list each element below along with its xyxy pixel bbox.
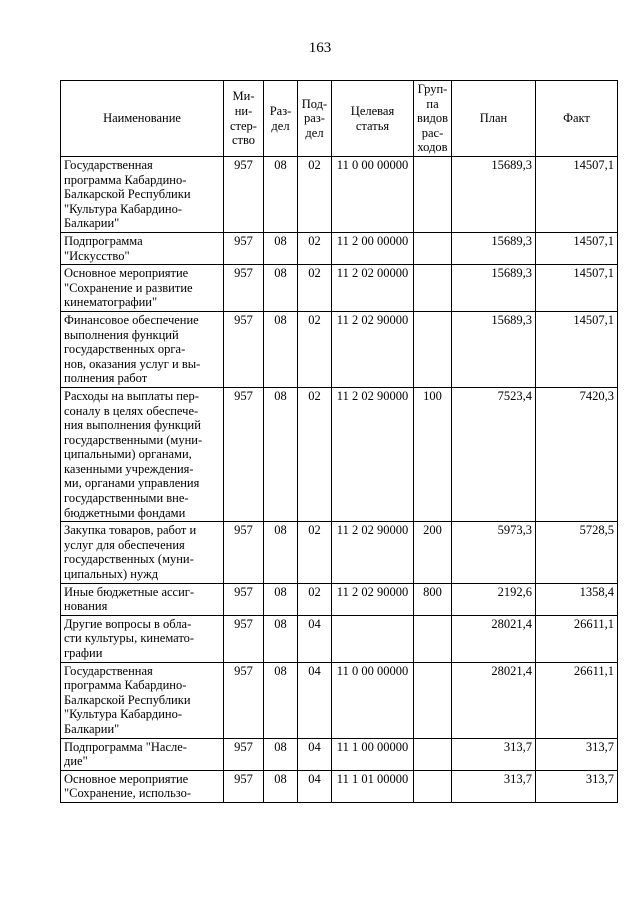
header-line: па	[426, 96, 439, 111]
cell-section: 08	[264, 583, 298, 615]
cell-group: 100	[414, 387, 452, 521]
cell-name-line: "Сохранение, использо-	[64, 786, 192, 801]
cell-fact: 26611,1	[536, 662, 618, 738]
cell-name-line: Расходы на выплаты пер-	[64, 388, 199, 403]
cell-section: 08	[264, 615, 298, 662]
cell-fact: 313,7	[536, 738, 618, 770]
cell-ministry: 957	[224, 387, 264, 521]
header-plan	[452, 81, 536, 157]
cell-group	[414, 770, 452, 802]
cell-name-line: государственными вне-	[64, 491, 189, 506]
cell-ministry: 957	[224, 311, 264, 387]
cell-fact: 14507,1	[536, 311, 618, 387]
cell-name-line: государственными (муни-	[64, 432, 203, 447]
cell-subsection: 02	[298, 157, 332, 233]
cell-name-line: Основное мероприятие	[64, 771, 189, 786]
header-subsection	[298, 81, 332, 157]
cell-section: 08	[264, 662, 298, 738]
cell-subsection: 02	[298, 387, 332, 521]
cell-plan: 313,7	[452, 738, 536, 770]
cell-name-line: Государственная	[64, 663, 153, 678]
header-line: Раз-	[269, 103, 292, 118]
cell-name-line: "Сохранение и развитие	[64, 280, 193, 295]
cell-ministry: 957	[224, 738, 264, 770]
table-body	[61, 157, 618, 803]
table-row	[61, 522, 618, 583]
cell-name	[61, 738, 224, 770]
cell-name-line: выполнения функций	[64, 327, 179, 342]
cell-name-line: нов, оказания услуг и вы-	[64, 356, 201, 371]
header-line: Ми-	[232, 89, 255, 104]
cell-section: 08	[264, 265, 298, 312]
header-target	[332, 81, 414, 157]
cell-name-line: ми, органами управления	[64, 476, 200, 491]
cell-name-line: ния выполнения функций	[64, 418, 201, 433]
cell-section: 08	[264, 770, 298, 802]
cell-name-line: Основное мероприятие	[64, 266, 189, 281]
cell-fact: 14507,1	[536, 157, 618, 233]
cell-target: 11 2 02 00000	[332, 265, 414, 312]
cell-target: 11 0 00 00000	[332, 157, 414, 233]
cell-name-line: Балкарии"	[64, 721, 120, 736]
cell-name	[61, 583, 224, 615]
header-name	[61, 81, 224, 157]
header-line: Факт	[563, 111, 590, 126]
header-line: ни-	[234, 103, 253, 118]
cell-subsection: 02	[298, 265, 332, 312]
cell-section: 08	[264, 157, 298, 233]
cell-name	[61, 387, 224, 521]
cell-plan: 15689,3	[452, 232, 536, 264]
cell-target: 11 1 00 00000	[332, 738, 414, 770]
cell-section: 08	[264, 232, 298, 264]
header-line: дел	[271, 118, 290, 133]
cell-target: 11 2 02 90000	[332, 311, 414, 387]
cell-section: 08	[264, 311, 298, 387]
cell-ministry: 957	[224, 157, 264, 233]
cell-subsection: 04	[298, 615, 332, 662]
cell-plan: 5973,3	[452, 522, 536, 583]
header-line: видов	[416, 111, 449, 126]
cell-group	[414, 662, 452, 738]
cell-name-line: услуг для обеспечения	[64, 537, 185, 552]
cell-fact: 14507,1	[536, 265, 618, 312]
cell-subsection: 04	[298, 738, 332, 770]
cell-name-line: государственных (муни-	[64, 552, 194, 567]
header-line: Груп-	[417, 82, 448, 97]
table-row	[61, 615, 618, 662]
cell-ministry: 957	[224, 522, 264, 583]
cell-name-line: графии	[64, 646, 103, 660]
cell-target: 11 2 02 90000	[332, 387, 414, 521]
cell-fact: 7420,3	[536, 387, 618, 521]
cell-name-line: сти культуры, кинемато-	[64, 631, 195, 646]
cell-fact: 26611,1	[536, 615, 618, 662]
cell-group	[414, 157, 452, 233]
cell-subsection: 02	[298, 311, 332, 387]
cell-name-line: государственных орга-	[64, 342, 186, 357]
cell-ministry: 957	[224, 583, 264, 615]
header-line: дел	[305, 125, 324, 140]
cell-target	[332, 615, 414, 662]
cell-name-line: кинематографии"	[64, 295, 158, 310]
cell-name-line: ципальными) органами,	[64, 447, 192, 462]
cell-group: 800	[414, 583, 452, 615]
cell-name	[61, 522, 224, 583]
cell-fact: 5728,5	[536, 522, 618, 583]
cell-subsection: 02	[298, 522, 332, 583]
cell-section: 08	[264, 387, 298, 521]
cell-name-line: Государственная	[64, 158, 153, 172]
cell-ministry: 957	[224, 615, 264, 662]
cell-name-line: Подпрограмма	[64, 233, 143, 248]
header-line: раз-	[304, 111, 325, 126]
cell-fact: 1358,4	[536, 583, 618, 615]
cell-name-line: Подпрограмма "Насле-	[64, 739, 187, 754]
cell-fact: 313,7	[536, 770, 618, 802]
cell-name-line: дие"	[64, 754, 88, 769]
table-row	[61, 265, 618, 312]
header-line: ходов	[417, 140, 448, 155]
cell-group	[414, 265, 452, 312]
cell-group	[414, 615, 452, 662]
table-row	[61, 232, 618, 264]
cell-name-line: ципальных) нужд	[64, 567, 159, 582]
cell-name-line: полнения работ	[64, 371, 148, 386]
cell-name	[61, 662, 224, 738]
header-fact	[536, 81, 618, 157]
header-line: План	[479, 111, 508, 126]
header-ministry	[224, 81, 264, 157]
cell-plan: 15689,3	[452, 265, 536, 312]
header-line: статья	[355, 118, 390, 133]
table-row	[61, 583, 618, 615]
cell-name	[61, 311, 224, 387]
cell-name-line: Другие вопросы в обла-	[64, 616, 192, 631]
cell-name-line: Иные бюджетные ассиг-	[64, 584, 195, 599]
table-row	[61, 770, 618, 802]
cell-target: 11 1 01 00000	[332, 770, 414, 802]
cell-name-line: программа Кабардино-	[64, 678, 187, 693]
cell-target: 11 2 00 00000	[332, 232, 414, 264]
cell-target: 11 0 00 00000	[332, 662, 414, 738]
cell-name-line: Балкарской Республики	[64, 187, 191, 202]
cell-plan: 15689,3	[452, 157, 536, 233]
cell-name-line: программа Кабардино-	[64, 172, 187, 187]
header-line: рас-	[421, 125, 444, 140]
cell-plan: 15689,3	[452, 311, 536, 387]
cell-plan: 28021,4	[452, 662, 536, 738]
table-row	[61, 738, 618, 770]
cell-name-line: Закупка товаров, работ и	[64, 523, 197, 538]
cell-name-line: Балкарской Республики	[64, 692, 191, 707]
header-line: Целевая	[350, 103, 395, 118]
cell-name	[61, 232, 224, 264]
cell-name-line: Балкарии"	[64, 216, 120, 231]
cell-ministry: 957	[224, 662, 264, 738]
cell-ministry: 957	[224, 770, 264, 802]
cell-target: 11 2 02 90000	[332, 522, 414, 583]
cell-subsection: 02	[298, 232, 332, 264]
cell-group	[414, 311, 452, 387]
header-line: стер-	[230, 118, 257, 133]
header-line: Под-	[301, 96, 328, 111]
cell-fact: 14507,1	[536, 232, 618, 264]
cell-name	[61, 615, 224, 662]
cell-target: 11 2 02 90000	[332, 583, 414, 615]
cell-name-line: бюджетными фондами	[64, 505, 186, 520]
cell-name-line: соналу в целях обеспече-	[64, 403, 199, 418]
table-row	[61, 157, 618, 233]
table-row	[61, 662, 618, 738]
cell-plan: 7523,4	[452, 387, 536, 521]
cell-name-line: нования	[64, 599, 108, 614]
cell-name-line: "Культура Кабардино-	[64, 707, 182, 722]
cell-section: 08	[264, 522, 298, 583]
cell-name-line: Финансовое обеспечение	[64, 312, 199, 327]
cell-plan: 313,7	[452, 770, 536, 802]
cell-name	[61, 265, 224, 312]
cell-name	[61, 157, 224, 233]
table-row	[61, 387, 618, 521]
cell-section: 08	[264, 738, 298, 770]
page-number: 163	[308, 40, 332, 56]
table-header-row	[61, 81, 618, 157]
header-line: ство	[231, 133, 256, 148]
header-line: Наименование	[103, 111, 181, 126]
cell-group: 200	[414, 522, 452, 583]
cell-group	[414, 232, 452, 264]
header-section	[264, 81, 298, 157]
cell-ministry: 957	[224, 265, 264, 312]
cell-plan: 28021,4	[452, 615, 536, 662]
cell-subsection: 04	[298, 770, 332, 802]
cell-name-line: "Культура Кабардино-	[64, 201, 182, 216]
cell-subsection: 02	[298, 583, 332, 615]
table-row	[61, 311, 618, 387]
cell-subsection: 04	[298, 662, 332, 738]
cell-name-line: "Искусство"	[64, 248, 130, 263]
header-group	[414, 81, 452, 157]
cell-plan: 2192,6	[452, 583, 536, 615]
cell-name-line: казенными учреждения-	[64, 461, 194, 476]
cell-ministry: 957	[224, 232, 264, 264]
budget-table	[60, 80, 618, 803]
cell-group	[414, 738, 452, 770]
cell-name	[61, 770, 224, 802]
